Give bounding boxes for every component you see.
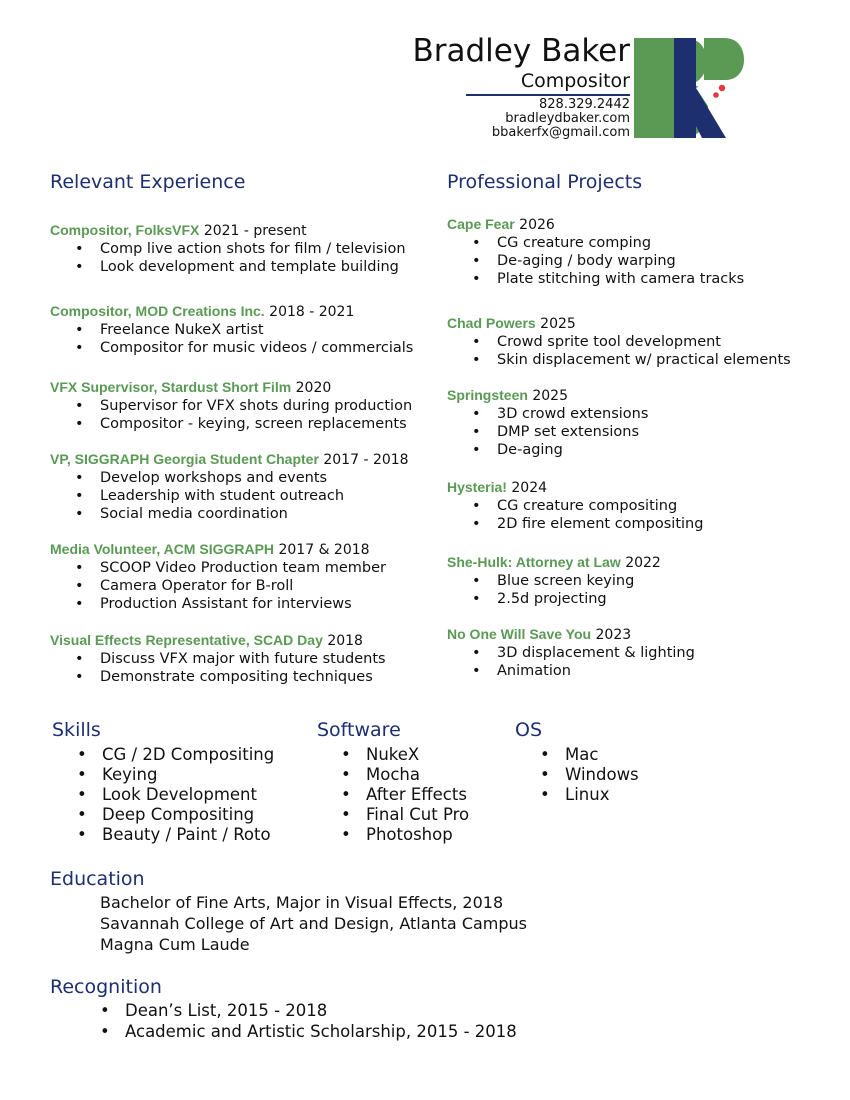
logo-red-dot	[713, 92, 719, 98]
project-bullet: • DMP set extensions	[447, 423, 827, 441]
experience-title: Visual Effects Representative, SCAD Day	[50, 632, 323, 648]
software-item: • Photoshop	[316, 825, 469, 845]
experience-entry	[50, 378, 440, 433]
experience-title: VFX Supervisor, Stardust Short Film	[50, 379, 292, 395]
project-year: 2025	[540, 316, 576, 332]
experience-dates: 2018 - 2021	[269, 304, 355, 320]
software-item: • NukeX	[316, 745, 469, 765]
project-entry	[447, 553, 827, 608]
skill-item: • Keying	[52, 765, 274, 785]
os-heading: OS	[515, 719, 543, 741]
experience-bullet: • Leadership with student outreach	[50, 487, 440, 505]
experience-bullet: • Discuss VFX major with future students	[50, 650, 440, 668]
experience-title: Media Volunteer, ACM SIGGRAPH	[50, 541, 275, 557]
project-bullet: • Blue screen keying	[447, 572, 827, 590]
contact-website[interactable]: bradleydbaker.com	[505, 111, 630, 126]
project-bullet: • Plate stitching with camera tracks	[447, 270, 827, 288]
project-title: Hysteria!	[447, 479, 507, 495]
software-item: • Final Cut Pro	[316, 805, 469, 825]
education-block	[100, 892, 527, 955]
experience-bullet: • Freelance NukeX artist	[50, 321, 440, 339]
software-item: • After Effects	[316, 785, 469, 805]
project-year: 2025	[532, 388, 568, 404]
recognition-list	[75, 1000, 517, 1042]
software-item: • Mocha	[316, 765, 469, 785]
recognition-item: • Dean’s List, 2015 - 2018	[75, 1000, 517, 1021]
project-entry	[447, 386, 827, 459]
project-title: Cape Fear	[447, 216, 515, 232]
project-bullet: • CG creature compositing	[447, 497, 827, 515]
skills-heading: Skills	[52, 719, 101, 741]
project-year: 2026	[519, 217, 555, 233]
education-degree: Bachelor of Fine Arts, Major in Visual Effects, 2018	[100, 893, 504, 912]
project-bullet: • Animation	[447, 662, 827, 680]
experience-bullet: • Production Assistant for interviews	[50, 595, 440, 613]
os-item: • Mac	[515, 745, 639, 765]
project-entry	[447, 625, 827, 680]
skill-item: • Beauty / Paint / Roto	[52, 825, 274, 845]
header-divider	[466, 94, 630, 96]
experience-entry	[50, 302, 440, 357]
recognition-item: • Academic and Artistic Scholarship, 2015 - 2018	[75, 1021, 517, 1042]
skills-list	[52, 745, 274, 845]
bb-monogram-logo	[634, 36, 744, 140]
education-heading: Education	[50, 868, 145, 890]
skill-item: • Deep Compositing	[52, 805, 274, 825]
software-list	[316, 745, 469, 845]
project-bullet: • De-aging / body warping	[447, 252, 827, 270]
experience-bullet: • SCOOP Video Production team member	[50, 559, 440, 577]
experience-entry	[50, 450, 440, 523]
project-entry	[447, 314, 827, 369]
experience-bullet: • Demonstrate compositing techniques	[50, 668, 440, 686]
project-bullet: • 2D fire element compositing	[447, 515, 827, 533]
project-title: Chad Powers	[447, 315, 536, 331]
contact-phone: 828.329.2442	[539, 97, 630, 112]
experience-bullet: • Comp live action shots for film / television	[50, 240, 440, 258]
education-honors: Magna Cum Laude	[100, 935, 250, 954]
experience-bullet: • Compositor - keying, screen replacements	[50, 415, 440, 433]
projects-heading: Professional Projects	[447, 171, 643, 193]
experience-dates: 2021 - present	[203, 223, 307, 239]
skill-item: • CG / 2D Compositing	[52, 745, 274, 765]
experience-bullet: • Supervisor for VFX shots during production	[50, 397, 440, 415]
recognition-heading: Recognition	[50, 976, 162, 998]
experience-bullet: • Compositor for music videos / commercials	[50, 339, 440, 357]
experience-dates: 2020	[295, 380, 332, 396]
experience-entry	[50, 540, 440, 613]
logo-green-r-shape	[704, 38, 744, 80]
project-bullet: • Crowd sprite tool development	[447, 333, 827, 351]
project-title: Springsteen	[447, 387, 528, 403]
project-entry	[447, 478, 827, 533]
os-list	[515, 745, 639, 805]
project-bullet: • De-aging	[447, 441, 827, 459]
project-title: She-Hulk: Attorney at Law	[447, 554, 621, 570]
skill-item: • Look Development	[52, 785, 274, 805]
os-item: • Linux	[515, 785, 639, 805]
experience-dates: 2017 - 2018	[323, 452, 409, 468]
name-heading: Bradley Baker	[412, 33, 630, 69]
project-year: 2023	[595, 627, 632, 643]
experience-bullet: • Develop workshops and events	[50, 469, 440, 487]
experience-heading: Relevant Experience	[50, 171, 246, 193]
education-school: Savannah College of Art and Design, Atlanta Campus	[100, 914, 528, 933]
project-bullet: • 2.5d projecting	[447, 590, 827, 608]
experience-entry	[50, 221, 440, 276]
project-title: No One Will Save You	[447, 626, 592, 642]
experience-bullet: • Social media coordination	[50, 505, 440, 523]
project-entry	[447, 215, 827, 288]
experience-title: Compositor, MOD Creations Inc.	[50, 303, 265, 319]
experience-dates: 2018	[327, 633, 363, 649]
project-year: 2022	[625, 555, 661, 571]
logo-red-dot	[719, 85, 725, 91]
job-title: Compositor	[520, 70, 630, 92]
os-item: • Windows	[515, 765, 639, 785]
project-bullet: • CG creature comping	[447, 234, 827, 252]
project-bullet: • 3D crowd extensions	[447, 405, 827, 423]
contact-email[interactable]: bbakerfx@gmail.com	[491, 125, 630, 140]
software-heading: Software	[317, 719, 401, 741]
experience-title: VP, SIGGRAPH Georgia Student Chapter	[50, 451, 319, 467]
experience-title: Compositor, FolksVFX	[50, 222, 200, 238]
experience-dates: 2017 & 2018	[278, 542, 370, 558]
project-bullet: • 3D displacement & lighting	[447, 644, 827, 662]
experience-bullet: • Camera Operator for B-roll	[50, 577, 440, 595]
project-bullet: • Skin displacement w/ practical elements	[447, 351, 827, 369]
experience-entry	[50, 631, 440, 686]
experience-bullet: • Look development and template building	[50, 258, 440, 276]
project-year: 2024	[511, 480, 548, 496]
